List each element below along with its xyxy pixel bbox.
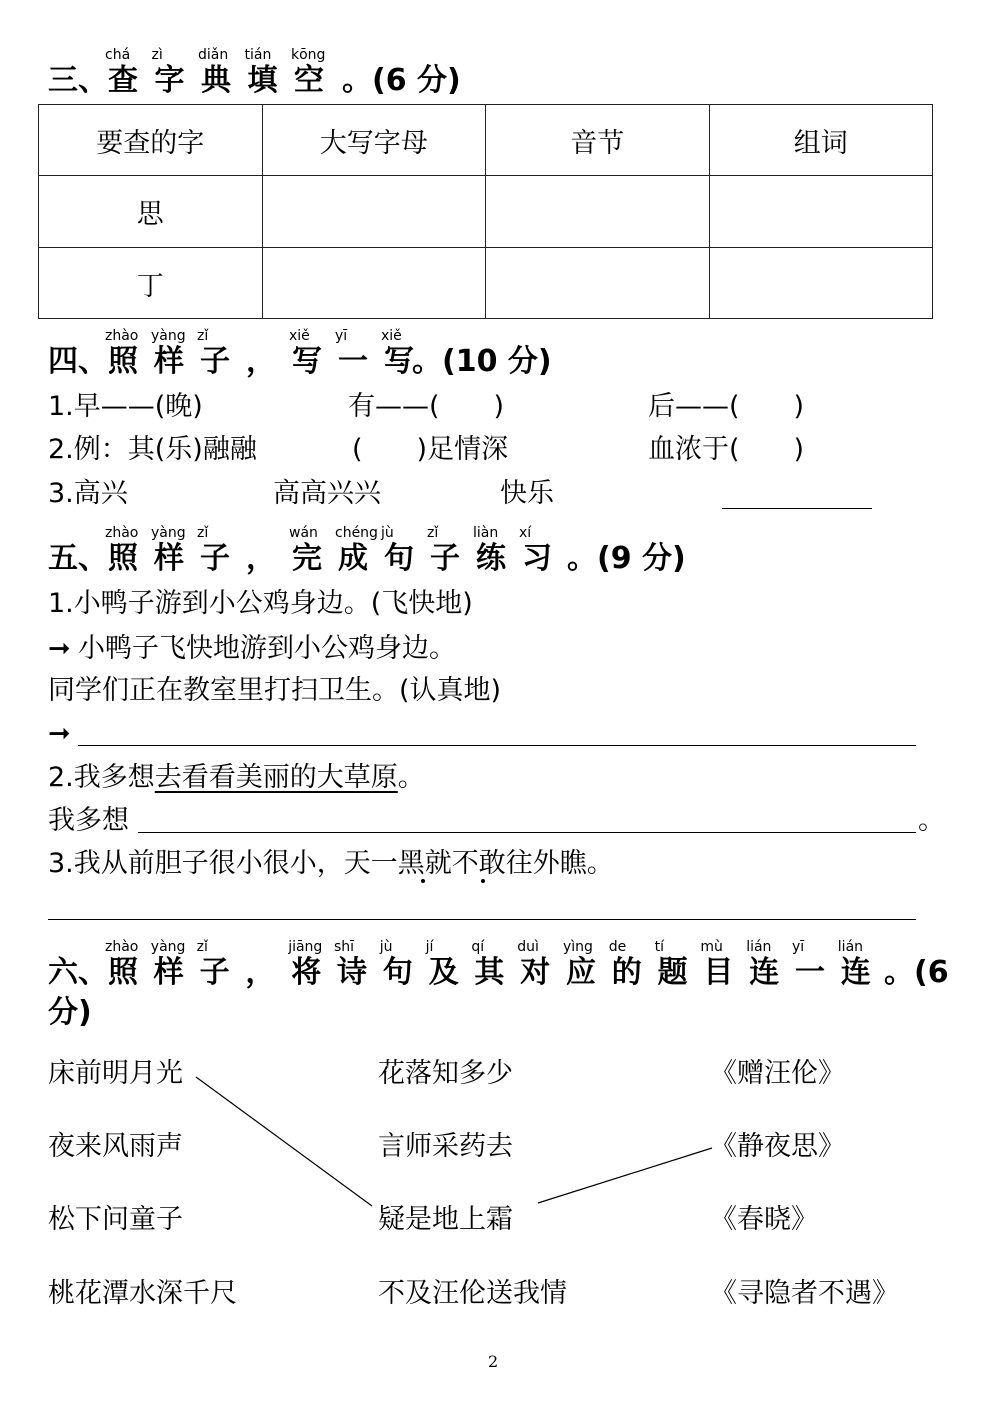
heading-char: 的 (611, 955, 642, 990)
pinyin-label: zǐ (427, 525, 439, 541)
pinyin-label: tián (244, 47, 272, 63)
heading-char: 句 (382, 955, 413, 990)
pinyin-label: jù (379, 939, 393, 955)
pinyin-label: de (608, 939, 627, 955)
heading-char: 写 (384, 344, 414, 379)
heading-char: 连 (749, 955, 780, 990)
heading-char: 诗 (337, 955, 367, 990)
pinyin-label: diǎn (198, 47, 229, 63)
section3-prefix: 三、 (48, 63, 108, 98)
poem-line[interactable]: 花落知多少 (378, 1058, 513, 1089)
table-header: 要查的字 (39, 105, 263, 176)
section4-prefix: 四、 (48, 344, 108, 379)
s5-q2-end: 。 (397, 762, 425, 793)
section4-suffix: 。(10 分) (412, 344, 552, 379)
s4-line1-c: 后——( ) (648, 391, 805, 422)
heading-char: ， (246, 344, 276, 379)
pinyin-label: shī (334, 939, 355, 955)
poem-title[interactable]: 《春晓》 (710, 1204, 818, 1235)
poem-line[interactable]: 松下问童子 (48, 1204, 183, 1235)
heading-char: 练 (476, 541, 506, 576)
heading-char: 空 (294, 63, 324, 98)
pinyin-label: yìng (563, 939, 593, 955)
poem-line[interactable]: 不及汪伦送我情 (378, 1278, 567, 1309)
s5-q2-answer-prefix: 我多想 (48, 805, 129, 836)
heading-char: 目 (703, 955, 734, 990)
poem-title[interactable]: 《寻隐者不遇》 (710, 1278, 899, 1309)
pinyin-label: zhào (105, 525, 139, 541)
heading-char: 子 (199, 955, 230, 990)
s4-line1-a: 1.早——(晚) (48, 391, 203, 422)
pinyin-label: yàng (150, 939, 186, 955)
heading-char: ， (246, 541, 276, 576)
section6-prefix: 六、 (48, 955, 108, 990)
page-number: 2 (488, 1352, 499, 1371)
heading-char: 照 (108, 955, 138, 990)
heading-char: ， (245, 955, 276, 990)
pinyin-label: zì (151, 47, 163, 63)
s4-line3-a: 3.高兴 (48, 478, 128, 509)
s5-q2-prefix: 2.我多想 (48, 762, 155, 793)
s5-q2-underlined: 去看看美丽的大草原 (154, 762, 398, 793)
heading-char: 题 (657, 955, 688, 990)
s5-q1-line3: 同学们正在教室里打扫卫生。(认真地) (48, 675, 502, 706)
pinyin-label: mù (700, 939, 723, 955)
connector-line (196, 1077, 372, 1206)
pinyin-label: chá (105, 47, 131, 63)
pinyin-label: zhào (105, 939, 139, 955)
table-cell-char: 思 (39, 176, 263, 248)
heading-char: 字 (154, 63, 185, 98)
s4-line3-b: 高高兴兴 (273, 478, 381, 509)
heading-char: 典 (201, 63, 231, 98)
heading-char: 完 (292, 541, 322, 576)
heading-char: 及 (428, 955, 459, 990)
pinyin-label: jiāng (288, 939, 323, 955)
pinyin-label: liàn (473, 525, 499, 541)
pinyin-label: zhào (105, 328, 139, 344)
poem-line[interactable]: 夜来风雨声 (48, 1131, 183, 1162)
table-header: 组词 (709, 105, 933, 176)
pinyin-label: kōng (291, 47, 326, 63)
pinyin-label: xí (519, 525, 532, 541)
s4-line2-c: 血浓于( ) (648, 434, 805, 465)
heading-char: 成 (338, 541, 368, 576)
pinyin-label: jí (425, 939, 434, 955)
s5-q1-line2: 小鸭子飞快地游到小公鸡身边。 (78, 633, 456, 664)
heading-char: 习 (522, 541, 552, 576)
s5-q1-line1: 1.小鸭子游到小公鸡身边。(飞快地) (48, 588, 473, 619)
pinyin-label: qí (471, 939, 485, 955)
s5-q3-line: 3.我从前胆子很小很小，天一黑就不敢往外瞧。 (48, 848, 614, 879)
heading-char: 子 (200, 344, 230, 379)
pinyin-label: zǐ (197, 328, 209, 344)
heading-char: 对 (520, 955, 551, 990)
pinyin-label: yī (792, 939, 805, 955)
table-header: 大写字母 (262, 105, 486, 176)
heading-char: 子 (430, 541, 460, 576)
section5-suffix: 。(9 分) (567, 541, 686, 576)
pinyin-label: xiě (381, 328, 402, 344)
pinyin-label: yī (335, 328, 348, 344)
heading-char: 其 (474, 955, 505, 990)
table-cell-char: 丁 (39, 248, 263, 319)
heading-char: 连 (840, 955, 871, 990)
poem-line[interactable]: 桃花潭水深千尺 (48, 1278, 237, 1309)
poem-line[interactable]: 疑是地上霜 (378, 1204, 513, 1235)
heading-char: 应 (566, 955, 596, 990)
arrow-icon: ➞ (48, 718, 71, 749)
section5-prefix: 五、 (48, 541, 108, 576)
pinyin-label: lián (837, 939, 864, 955)
pinyin-label: jù (381, 525, 394, 541)
heading-char: 句 (384, 541, 414, 576)
table-header: 音节 (486, 105, 710, 176)
heading-char: 照 (108, 344, 138, 379)
pinyin-label: chéng (335, 525, 378, 541)
poem-line[interactable]: 床前明月光 (48, 1058, 183, 1089)
poem-title[interactable]: 《赠汪伦》 (710, 1058, 845, 1089)
section3-suffix: 。(6 分) (342, 63, 461, 98)
s5-q2-answer-end: 。 (918, 805, 945, 836)
pinyin-label: duì (517, 939, 539, 955)
section6-suffix-line2: 分) (48, 995, 92, 1030)
poem-title[interactable]: 《静夜思》 (710, 1131, 845, 1162)
s4-line1-b: 有——( ) (348, 391, 505, 422)
heading-char: 一 (338, 344, 368, 379)
pinyin-label: xiě (289, 328, 310, 344)
s4-line2-b: ( )足情深 (352, 434, 509, 465)
pinyin-label: tí (654, 939, 664, 955)
pinyin-label: yàng (151, 525, 186, 541)
connector-line (538, 1148, 712, 1203)
pinyin-label: zǐ (197, 525, 209, 541)
pinyin-label: wán (289, 525, 318, 541)
poem-line[interactable]: 言师采药去 (378, 1131, 513, 1162)
heading-char: 照 (108, 541, 138, 576)
section6-suffix: 。(6 (884, 955, 949, 990)
heading-char: 一 (795, 955, 825, 990)
pinyin-label: zǐ (196, 939, 208, 955)
heading-char: 填 (247, 63, 278, 98)
arrow-icon: ➞ (48, 633, 71, 664)
heading-char: 样 (153, 955, 184, 990)
heading-char: 写 (292, 344, 322, 379)
s4-line2-a: 2.例：其(乐)融融 (48, 434, 257, 465)
heading-char: 样 (154, 344, 184, 379)
heading-char: 样 (154, 541, 184, 576)
heading-char: 将 (291, 955, 322, 990)
s4-line3-c: 快乐 (500, 478, 554, 509)
pinyin-label: yàng (151, 328, 186, 344)
heading-char: 子 (200, 541, 230, 576)
pinyin-label: lián (746, 939, 772, 955)
heading-char: 查 (108, 63, 138, 98)
